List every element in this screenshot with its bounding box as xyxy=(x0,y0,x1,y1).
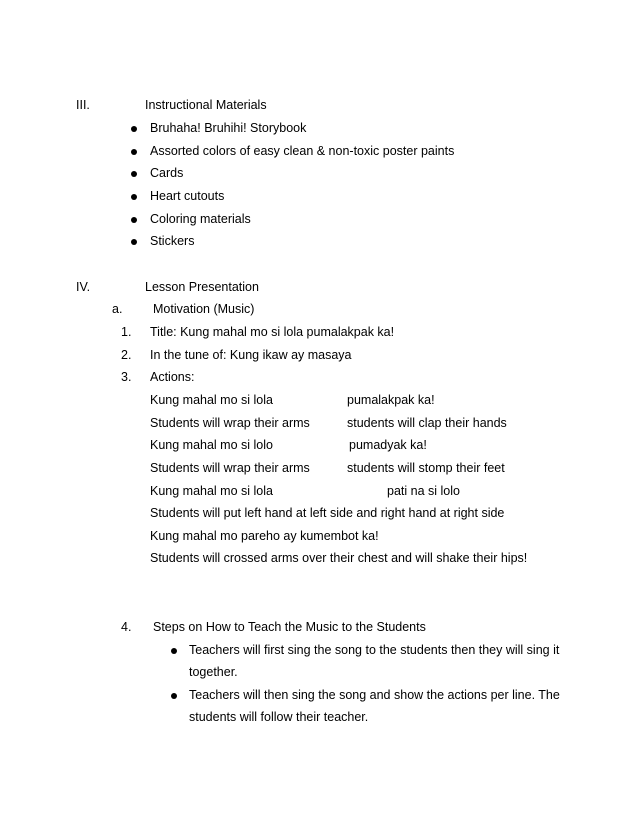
bullet-icon xyxy=(131,217,137,223)
list-item: Assorted colors of easy clean & non-toxic poster paints xyxy=(150,144,455,158)
list-item: Bruhaha! Bruhihi! Storybook xyxy=(150,121,307,135)
section-numeral: III. xyxy=(76,98,90,112)
lyric-line: pumalakpak ka! xyxy=(347,393,435,407)
action-line: Students will crossed arms over their chest and will shake their hips! xyxy=(150,551,528,565)
list-item: Cards xyxy=(150,166,184,180)
list-item: Title: Kung mahal mo si lola pumalakpak ka! xyxy=(150,325,395,339)
list-item: Stickers xyxy=(150,234,195,248)
bullet-icon xyxy=(171,648,177,654)
list-item: In the tune of: Kung ikaw ay masaya xyxy=(150,348,352,362)
list-item: Teachers will then sing the song and show the actions per line. The xyxy=(189,688,560,702)
action-line: students will clap their hands xyxy=(347,416,507,430)
section-numeral: IV. xyxy=(76,280,91,294)
bullet-icon xyxy=(171,693,177,699)
lyric-line: pati na si lolo xyxy=(387,484,460,498)
bullet-icon xyxy=(131,126,137,132)
list-number: 4. xyxy=(121,620,132,634)
list-item: Teachers will first sing the song to the students then they will sing it xyxy=(189,643,560,657)
list-item: Coloring materials xyxy=(150,212,251,226)
lyric-line: Kung mahal mo si lola xyxy=(150,484,273,498)
lyric-line: Kung mahal mo si lolo xyxy=(150,438,273,452)
bullet-icon xyxy=(131,239,137,245)
action-line: Students will put left hand at left side and right hand at right side xyxy=(150,506,505,520)
action-line: students will stomp their feet xyxy=(347,461,505,475)
lyric-line: pumadyak ka! xyxy=(349,438,427,452)
lyric-line: Kung mahal mo pareho ay kumembot ka! xyxy=(150,529,379,543)
list-number: 2. xyxy=(121,348,132,362)
section-title: Lesson Presentation xyxy=(145,280,259,294)
bullet-icon xyxy=(131,149,137,155)
action-line: Students will wrap their arms xyxy=(150,416,310,430)
subsection-letter: a. xyxy=(112,302,123,316)
list-item-continuation: together. xyxy=(189,665,238,679)
section-title: Instructional Materials xyxy=(145,98,267,112)
lyric-line: Kung mahal mo si lola xyxy=(150,393,273,407)
list-item: Heart cutouts xyxy=(150,189,225,203)
bullet-icon xyxy=(131,171,137,177)
action-line: Students will wrap their arms xyxy=(150,461,310,475)
list-number: 1. xyxy=(121,325,132,339)
list-item: Actions: xyxy=(150,370,195,384)
list-item-continuation: students will follow their teacher. xyxy=(189,710,369,724)
step-title: Steps on How to Teach the Music to the Students xyxy=(153,620,426,634)
list-number: 3. xyxy=(121,370,132,384)
subsection-title: Motivation (Music) xyxy=(153,302,255,316)
bullet-icon xyxy=(131,194,137,200)
